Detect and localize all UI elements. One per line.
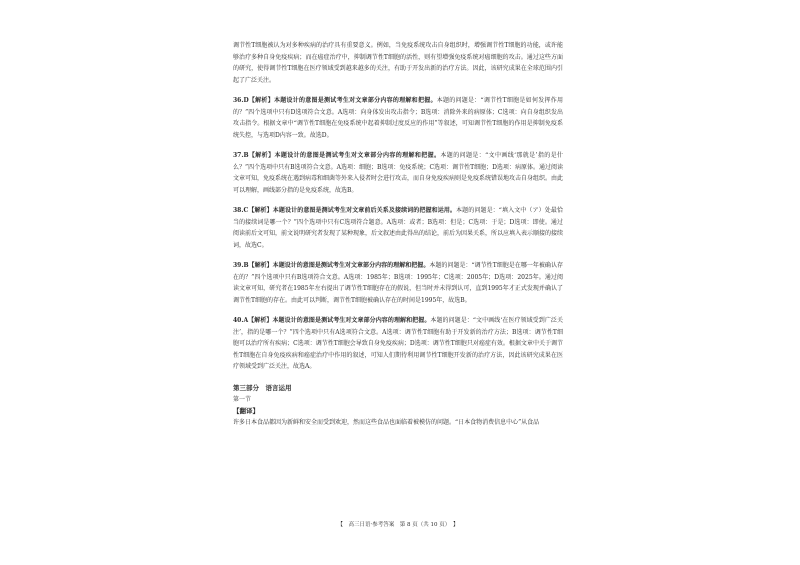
analysis-lead: 本题设计的意图是测试考生对文章部分内容的理解和把握。 [272, 262, 430, 269]
page-footer: 【 高三日语·参考答案 第 8 页（共 10 页） 】 [337, 522, 459, 528]
analysis-body: 本题的问题是：“文中画线‘那就是’指的是什么？”四个选项中只有B选项符合文意。A选项：细胞；B选项：免疫系统；C选项：调节性T细胞；D选项：病原体。通过阅读文章可知，免疫系统在遇到病毒和细菌等外来入侵者时会进行攻击，而自身免疫疾病则是免疫系统错误地攻击自身组织。由此可以理解，画线部分指的是免疫系统，故选B。 [233, 152, 564, 194]
question-answer: C [243, 207, 249, 214]
translation-text: 许多日本食品都因为新鲜和安全而受到欢迎，然而这些食品也面临着被模仿的问题。“日本食物消费信息中心”从食品 [233, 418, 540, 426]
analysis-tag: 【解析】 [248, 317, 273, 324]
section-3 [233, 382, 563, 429]
analysis-body: 本题的问题是：“调节性T细胞是如何发挥作用的？”四个选项中只有D选项符合文意。A选项：向身体发出攻击指令；B选项：消除外来的病原体；C选项：向自身组织发出攻击指令。根据文章中“调节性T细胞在免疫系统中起着抑制过度反应的作用”等叙述，可知调节性T细胞的作用是抑制免疫系统失控，与选项D内容一致。故选D。 [233, 97, 563, 139]
question-answer: A [243, 317, 249, 324]
analysis-body: 本题的问题是：“填入文中（ア）处最恰当的接续词是哪一个？”四个选项中只有C选项符合题意。A选项：或者；B选项：但是；C选项：于是；D选项：即使。通过阅读前后文可知，前文说明研究者发现了某种现象，后文叙述由此得出的结论，前后为因果关系，所以应填入表示顺接的接续词，故选C。 [233, 207, 564, 249]
question-answer: D [243, 97, 249, 104]
question-number: 39. [233, 262, 244, 269]
analysis-tag: 【解析】 [248, 97, 274, 104]
intro-paragraph: 调节性T细胞被认为对多种疾病的治疗具有重要意义。例如，当免疫系统攻击自身组织时，增强调节性T细胞的功能，或许能够治疗多种自身免疫疾病；而在癌症治疗中，抑制调节性T细胞的活性，则有望增强免疫系统对癌细胞的攻击。通过这些方面的研究，使得调节性T细胞在医疗领域受到越来越多的关注，有助于开发出新的治疗方法。因此，该研究成果在全球范围内引起了广泛关注。 [233, 42, 563, 84]
subsection-title: 第一节 [233, 395, 252, 403]
question-38 [233, 205, 563, 251]
question-36 [233, 95, 563, 141]
analysis-lead: 本题设计的意图是测试考生对文章部分内容的理解和把握。 [272, 317, 431, 324]
question-40 [233, 315, 563, 373]
question-number: 36. [233, 97, 244, 104]
analysis-body: 本题的问题是：“文中画线‘在医疗领域受到广泛关注’，指的是哪一个？”四个选项中只有A选项符合文意。A选项：调节性T细胞有助于开发新的治疗方法；B选项：调节性T细胞可以治疗所有疾病；C选项：调节性T细胞会导致自身免疫疾病；D选项：调节性T细胞只对癌症有效。根据文章中关于调节性T细胞在自身免疫疾病和癌症治疗中作用的叙述，可知人们期待利用调节性T细胞开发新的治疗方法，因此该研究成果在医疗领域受到广泛关注，故选A。 [233, 317, 563, 370]
translation-label: 【翻译】 [233, 406, 259, 415]
analysis-lead: 本题设计的意图是测试考生对文章部分内容的理解和把握。 [273, 97, 437, 104]
analysis-body: 本题的问题是：“调节性T细胞是在哪一年被确认存在的？”四个选项中只有B选项符合文意。A选项：1985年；B选项：1995年；C选项：2005年；D选项：2025年。通过阅读文章可知，研究者在1985年左右提出了调节性T细胞存在的假说，但当时并未得到认可，直到1995年才正式发现并确认了调节性T细胞的存在。由此可以判断，调节性T细胞被确认存在的时间是1995年，故选B。 [233, 262, 563, 304]
section-title: 第三部分 语言运用 [233, 383, 292, 392]
question-answer: B [243, 262, 249, 269]
analysis-lead: 本题设计的意图是测试考生对文章部分内容的理解和把握。 [274, 152, 441, 159]
question-number: 38. [233, 207, 244, 214]
document-content [233, 40, 563, 428]
question-answer: B [243, 152, 249, 159]
analysis-lead: 本题设计的意图是测试考生对文章前后关系及接续词的把握和运用。 [272, 207, 457, 214]
question-number: 40. [233, 317, 244, 324]
analysis-tag: 【解析】 [248, 262, 273, 269]
question-37 [233, 150, 563, 196]
question-39 [233, 260, 563, 306]
question-number: 37. [233, 152, 244, 159]
analysis-tag: 【解析】 [248, 152, 275, 159]
analysis-tag: 【解析】 [248, 207, 273, 214]
